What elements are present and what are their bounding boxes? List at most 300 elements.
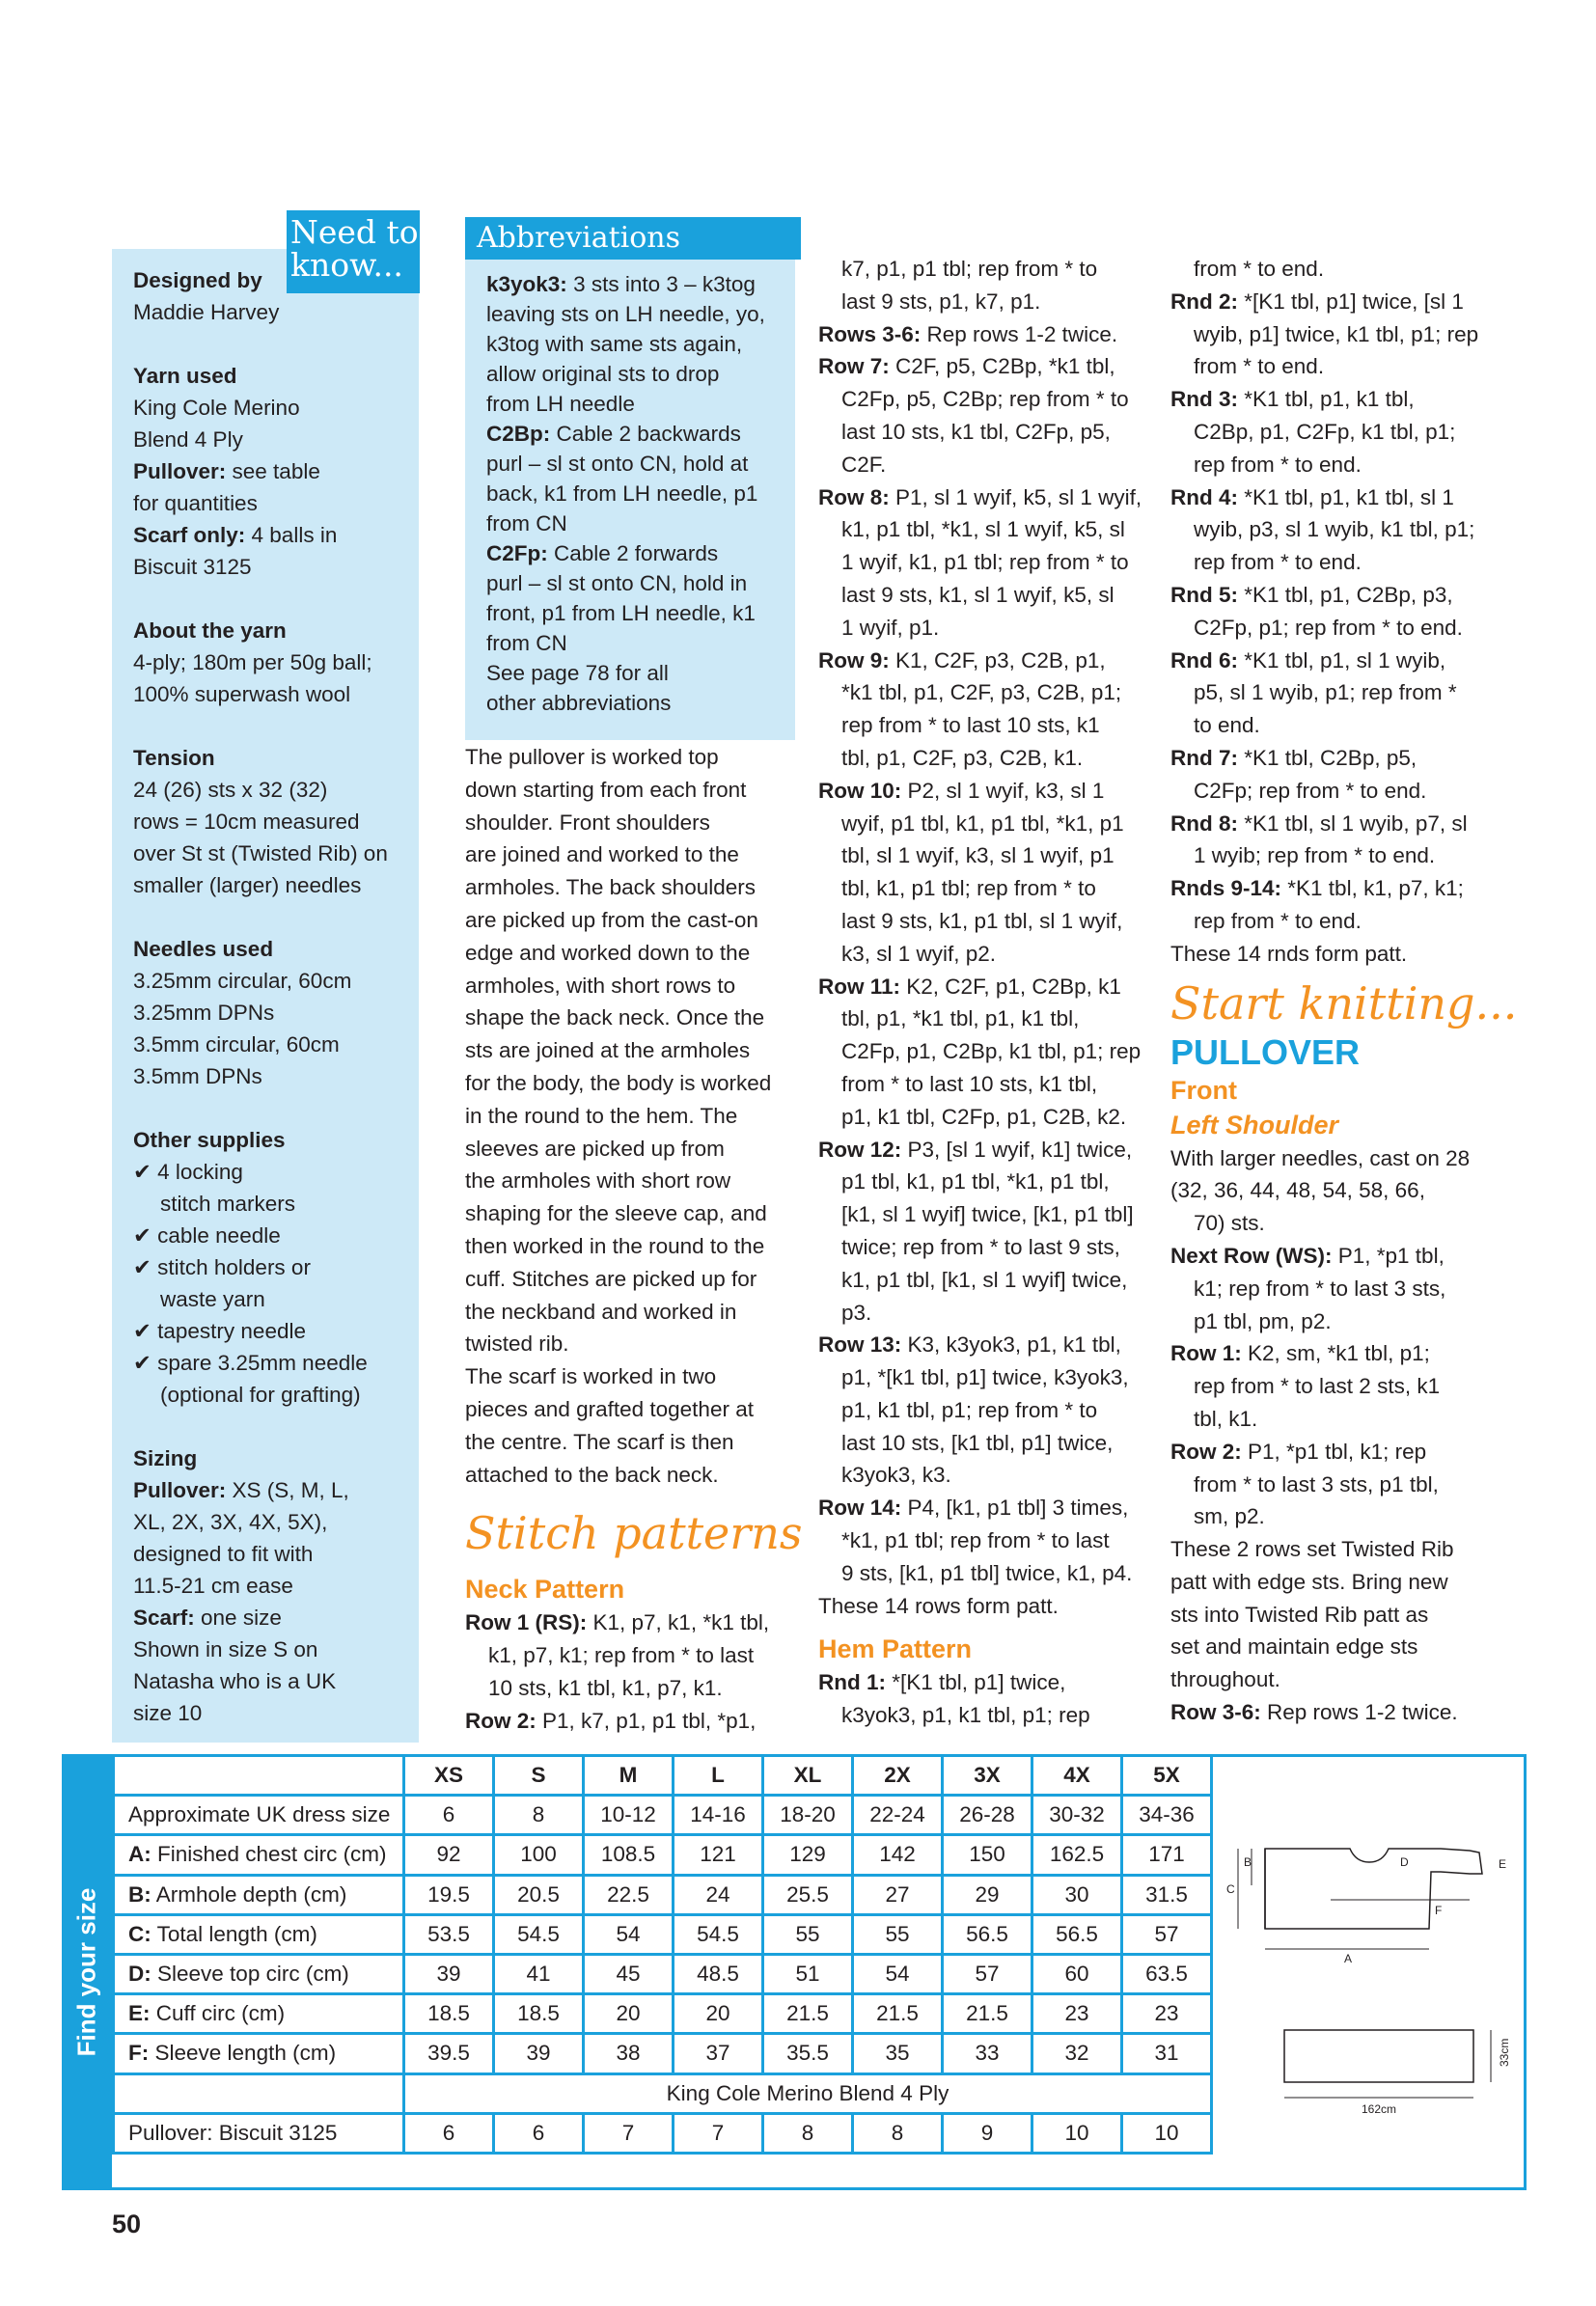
abbr-line: from CN	[486, 511, 567, 535]
table-cell: 54	[584, 1914, 674, 1954]
supply-item: ✔ spare 3.25mm needle (optional for grafting)	[133, 1351, 368, 1407]
scarf-width-label: 33cm	[1498, 2038, 1511, 2067]
table-cell: 6	[404, 1796, 494, 1835]
pattern-line: Row 2: P1, k7, p1, p1 tbl, *p1,	[465, 1708, 757, 1733]
pattern-line: k1, p1 tbl, [k1, sl 1 wyif] twice,	[841, 1267, 1128, 1292]
table-row	[114, 1796, 1212, 1835]
yarn-pullover: Pullover: see table	[133, 459, 320, 483]
dim-e-label: E	[1499, 1857, 1507, 1871]
schematic-diagram	[1209, 1760, 1524, 2184]
pattern-line: Rnd 1: *[K1 tbl, p1] twice,	[818, 1670, 1066, 1695]
size-header-l: L	[674, 1756, 763, 1796]
table-cell: 56.5	[943, 1914, 1032, 1954]
yarn-name-cell: King Cole Merino Blend 4 Ply	[404, 2073, 1212, 2113]
row-label: E: Cuff circ (cm)	[114, 1994, 404, 2034]
pattern-line: rep from * to last 10 sts, k1	[841, 713, 1100, 738]
text-line: down starting from each front	[465, 777, 747, 802]
table-cell: 14-16	[674, 1796, 763, 1835]
pullover-heading: PULLOVER	[1170, 1031, 1361, 1072]
intro-column	[465, 741, 812, 1738]
pattern-line: Row 8: P1, sl 1 wyif, k5, sl 1 wyif,	[818, 484, 1142, 509]
yarn-scarf: Scarf only: 4 balls in	[133, 523, 338, 547]
yarn-line: Blend 4 Ply	[133, 427, 243, 452]
pattern-line: Rnd 4: *K1 tbl, p1, k1 tbl, sl 1	[1170, 484, 1454, 509]
about-yarn-heading: About the yarn	[133, 618, 287, 643]
pattern-line: Row 14: P4, [k1, p1 tbl] 3 times,	[818, 1496, 1129, 1521]
sizing-line: 11.5-21 cm ease	[133, 1574, 293, 1598]
yarn-heading: Yarn used	[133, 364, 237, 388]
table-cell: 41	[494, 1954, 584, 1993]
pattern-line: Rnd 7: *K1 tbl, C2Bp, p5,	[1170, 745, 1417, 770]
pattern-line: C2Fp, p1; rep from * to end.	[1194, 615, 1463, 640]
table-cell: 37	[674, 2034, 763, 2073]
sizing-line: XL, 2X, 3X, 4X, 5X),	[133, 1510, 328, 1534]
row-label: F: Sleeve length (cm)	[114, 2034, 404, 2073]
table-cell: 26-28	[943, 1796, 1032, 1835]
pattern-line: With larger needles, cast on 28	[1170, 1145, 1471, 1170]
pattern-line: Row 11: K2, C2F, p1, C2Bp, k1	[818, 974, 1121, 999]
pattern-line: rep from * to last 2 sts, k1	[1194, 1374, 1441, 1399]
table-cell: 7	[674, 2113, 763, 2153]
text-line: are picked up from the cast-on	[465, 907, 758, 932]
table-cell: 22-24	[853, 1796, 943, 1835]
abbr-line: k3yok3: 3 sts into 3 – k3tog	[486, 272, 756, 296]
table-cell: 20	[674, 1994, 763, 2034]
hem-pattern-column	[1170, 253, 1527, 1729]
table-cell: 63.5	[1122, 1954, 1212, 1993]
text-line: the armholes with short row	[465, 1168, 731, 1194]
table-cell: 23	[1032, 1994, 1122, 2034]
pattern-line: Row 1: K2, sm, *k1 tbl, p1;	[1170, 1341, 1430, 1366]
table-cell: 53.5	[404, 1914, 494, 1954]
row-label: Pullover: Biscuit 3125	[114, 2113, 404, 2153]
table-cell: 21.5	[763, 1994, 853, 2034]
pattern-line: last 10 sts, [k1 tbl, p1] twice,	[841, 1430, 1114, 1455]
text-line: the neckband and worked in	[465, 1299, 737, 1324]
size-header-blank	[114, 1756, 404, 1796]
text-line: armholes. The back shoulders	[465, 875, 756, 900]
text-line: in the round to the hem. The	[465, 1103, 738, 1128]
find-your-size-tab: Find your size	[62, 1754, 112, 2190]
text-line: cuff. Stitches are picked up for	[465, 1266, 757, 1291]
pattern-line: last 10 sts, k1 tbl, C2Fp, p5,	[841, 419, 1111, 444]
sizing-line: size 10	[133, 1701, 203, 1725]
tension-line: rows = 10cm measured	[133, 810, 360, 834]
table-cell: 51	[763, 1954, 853, 1993]
pattern-line: from * to end.	[1194, 354, 1325, 379]
pattern-line: p5, sl 1 wyib, p1; rep from *	[1194, 680, 1457, 705]
table-cell: 35	[853, 2034, 943, 2073]
table-cell: 33	[943, 2034, 1032, 2073]
table-cell: 54.5	[494, 1914, 584, 1954]
table-cell: 54.5	[674, 1914, 763, 1954]
scarf-paragraph	[465, 1360, 812, 1491]
table-cell: 100	[494, 1835, 584, 1875]
table-cell: 35.5	[763, 2034, 853, 2073]
designed-by-heading: Designed by	[133, 268, 262, 292]
table-cell: 31	[1122, 2034, 1212, 2073]
table-row	[114, 2034, 1212, 2073]
dim-a-label: A	[1344, 1952, 1353, 1965]
needles-heading: Needles used	[133, 937, 274, 961]
text-line: shoulder. Front shoulders	[465, 810, 710, 835]
row-label: C: Total length (cm)	[114, 1914, 404, 1954]
pattern-line: k1; rep from * to last 3 sts,	[1194, 1276, 1446, 1301]
abbr-line: from LH needle	[486, 392, 635, 416]
pattern-line: tbl, p1, *k1 tbl, p1, k1 tbl,	[841, 1006, 1080, 1031]
table-cell: 6	[404, 2113, 494, 2153]
table-cell: 21.5	[853, 1994, 943, 2034]
pattern-line: Row 1 (RS): K1, p7, k1, *k1 tbl,	[465, 1610, 770, 1635]
table-cell: 171	[1122, 1835, 1212, 1875]
pattern-line: sm, p2.	[1194, 1504, 1265, 1529]
size-header-2x: 2X	[853, 1756, 943, 1796]
table-cell: 24	[674, 1875, 763, 1914]
pattern-line: last 9 sts, k1, sl 1 wyif, k5, sl	[841, 582, 1114, 607]
pattern-line: p3.	[841, 1300, 872, 1325]
table-cell: 55	[853, 1914, 943, 1954]
table-cell: 9	[943, 2113, 1032, 2153]
pattern-line: *k1 tbl, p1, C2F, p3, C2B, p1;	[841, 680, 1122, 705]
text-line: sleeves are picked up from	[465, 1136, 725, 1161]
table-cell: 8	[494, 1796, 584, 1835]
check-icon: ✔	[133, 1255, 151, 1279]
table-cell: 27	[853, 1875, 943, 1914]
table-cell: 142	[853, 1835, 943, 1875]
needle-item: 3.25mm circular, 60cm	[133, 969, 352, 993]
abbreviations-panel	[465, 260, 795, 740]
needle-item: 3.5mm DPNs	[133, 1064, 262, 1088]
start-knitting-heading: Start knitting...	[1170, 976, 1518, 1029]
tension-heading: Tension	[133, 746, 215, 770]
pattern-line: last 9 sts, k1, p1 tbl, sl 1 wyif,	[841, 908, 1123, 933]
table-row	[114, 1875, 1212, 1914]
tension-line: over St st (Twisted Rib) on	[133, 841, 388, 865]
pattern-line: k1, p7, k1; rep from * to last	[488, 1643, 755, 1668]
abbr-line: See page 78 for all	[486, 661, 669, 685]
table-cell: 39	[404, 1954, 494, 1993]
table-cell: 25.5	[763, 1875, 853, 1914]
row-label: B: Armhole depth (cm)	[114, 1875, 404, 1914]
table-cell: 8	[763, 2113, 853, 2153]
pattern-line: 70) sts.	[1194, 1211, 1265, 1236]
table-row	[114, 1994, 1212, 2034]
size-header-row	[114, 1756, 1212, 1796]
pattern-line: wyib, p1] twice, k1 tbl, p1; rep	[1194, 321, 1479, 346]
row-label: D: Sleeve top circ (cm)	[114, 1954, 404, 1993]
abbr-line: purl – sl st onto CN, hold in	[486, 571, 748, 595]
pattern-line: These 14 rows form patt.	[818, 1593, 1059, 1618]
dim-c-label: C	[1226, 1882, 1235, 1896]
pattern-line: C2Fp, p1, C2Bp, k1 tbl, p1; rep	[841, 1039, 1142, 1064]
pattern-line: 1 wyib; rep from * to end.	[1194, 843, 1436, 868]
pattern-line: tbl, k1.	[1194, 1406, 1258, 1431]
pattern-line: Row 13: K3, k3yok3, p1, k1 tbl,	[818, 1332, 1121, 1358]
hem-pattern-heading: Hem Pattern	[818, 1634, 973, 1664]
pattern-line: from * to last 3 sts, p1 tbl,	[1194, 1471, 1439, 1496]
table-cell: 32	[1032, 2034, 1122, 2073]
sizing-line: Scarf: one size	[133, 1606, 282, 1630]
dim-b-label: B	[1244, 1855, 1252, 1869]
pattern-line: k7, p1, p1 tbl; rep from * to	[841, 257, 1098, 281]
table-row	[114, 1914, 1212, 1954]
pattern-line: p1 tbl, k1, p1 tbl, *k1, p1 tbl,	[841, 1169, 1110, 1194]
supply-item: ✔ tapestry needle	[133, 1319, 306, 1343]
pattern-line: rep from * to end.	[1194, 452, 1362, 477]
supply-item: ✔ stitch holders or waste yarn	[133, 1255, 311, 1311]
pattern-line: k3yok3, p1, k1 tbl, p1; rep	[841, 1703, 1090, 1728]
text-line: shaping for the sleeve cap, and	[465, 1201, 767, 1226]
abbr-line: front, p1 from LH needle, k1	[486, 601, 756, 625]
text-line: the centre. The scarf is then	[465, 1429, 734, 1454]
table-cell: 108.5	[584, 1835, 674, 1875]
pattern-line: tbl, p1, C2F, p3, C2B, k1.	[841, 745, 1084, 770]
table-cell: 92	[404, 1835, 494, 1875]
pattern-line: Next Row (WS): P1, *p1 tbl,	[1170, 1243, 1445, 1268]
abbreviations-heading: Abbreviations	[465, 217, 801, 260]
pattern-line: rep from * to end.	[1194, 550, 1362, 575]
table-cell: 48.5	[674, 1954, 763, 1993]
sizing-heading: Sizing	[133, 1446, 198, 1470]
scarf-length-label: 162cm	[1362, 2102, 1397, 2116]
text-line: are joined and worked to the	[465, 842, 739, 867]
size-header-xl: XL	[763, 1756, 853, 1796]
needle-item: 3.25mm DPNs	[133, 1001, 275, 1025]
check-icon: ✔	[133, 1319, 151, 1343]
pattern-line: (32, 36, 44, 48, 54, 58, 66,	[1170, 1178, 1425, 1203]
table-cell: 162.5	[1032, 1835, 1122, 1875]
row-label: A: Finished chest circ (cm)	[114, 1835, 404, 1875]
pattern-line: C2Fp; rep from * to end.	[1194, 778, 1427, 803]
about-yarn-line: 100% superwash wool	[133, 682, 351, 706]
abbr-line: C2Bp: Cable 2 backwards	[486, 422, 741, 446]
pattern-line: k1, p1 tbl, *k1, sl 1 wyif, k5, sl	[841, 517, 1125, 542]
table-cell: 31.5	[1122, 1875, 1212, 1914]
table-cell: 23	[1122, 1994, 1212, 2034]
pattern-line: p1, k1 tbl, p1; rep from * to	[841, 1397, 1098, 1422]
table-cell: 45	[584, 1954, 674, 1993]
pullover-outline	[1265, 1849, 1482, 1929]
pattern-line: C2Bp, p1, C2Fp, k1 tbl, p1;	[1194, 419, 1456, 444]
table-cell: 56.5	[1032, 1914, 1122, 1954]
pattern-line: Row 10: P2, sl 1 wyif, k3, sl 1	[818, 778, 1105, 803]
row-label	[114, 2073, 404, 2113]
table-cell: 18-20	[763, 1796, 853, 1835]
row-label: Approximate UK dress size	[114, 1796, 404, 1835]
table-cell: 20	[584, 1994, 674, 2034]
table-cell: 55	[763, 1914, 853, 1954]
text-line: then worked in the round to the	[465, 1233, 765, 1258]
text-line: pieces and grafted together at	[465, 1396, 754, 1421]
table-cell: 18.5	[494, 1994, 584, 2034]
scarf-outline	[1284, 2030, 1473, 2082]
pattern-line: Rnd 8: *K1 tbl, sl 1 wyib, p7, sl	[1170, 810, 1468, 836]
pattern-line: from * to last 10 sts, k1 tbl,	[841, 1071, 1098, 1096]
dim-f-label: F	[1435, 1904, 1443, 1917]
table-cell: 57	[1122, 1914, 1212, 1954]
table-cell: 8	[853, 2113, 943, 2153]
size-header-5x: 5X	[1122, 1756, 1212, 1796]
abbr-line: k3tog with same sts again,	[486, 332, 743, 356]
stitch-patterns-heading: Stitch patterns	[465, 1507, 803, 1560]
yarn-line: King Cole Merino	[133, 396, 300, 420]
sizing-line: designed to fit with	[133, 1542, 314, 1566]
supplies-heading: Other supplies	[133, 1128, 286, 1152]
pattern-line: 1 wyif, p1.	[841, 615, 940, 640]
text-line: sts are joined at the armholes	[465, 1038, 751, 1063]
pattern-line: last 9 sts, p1, k7, p1.	[841, 288, 1041, 314]
text-line: for the body, the body is worked	[465, 1070, 772, 1095]
pattern-line: C2Fp, p5, C2Bp; rep from * to	[841, 387, 1129, 412]
neck-pattern-column	[818, 253, 1166, 1732]
need-to-know-panel	[112, 249, 419, 1743]
pattern-line: set and maintain edge sts	[1170, 1634, 1418, 1660]
abbr-line: other abbreviations	[486, 691, 672, 715]
size-table	[112, 1754, 1213, 2155]
table-cell: 6	[494, 2113, 584, 2153]
table-cell: 10	[1032, 2113, 1122, 2153]
pattern-line: p1, k1 tbl, C2Fp, p1, C2B, k2.	[841, 1104, 1127, 1129]
table-cell: 150	[943, 1835, 1032, 1875]
pattern-line: Row 12: P3, [sl 1 wyif, k1] twice,	[818, 1137, 1133, 1162]
pattern-line: *k1, p1 tbl; rep from * to last	[841, 1528, 1110, 1553]
table-cell: 19.5	[404, 1875, 494, 1914]
pattern-line: 1 wyif, k1, p1 tbl; rep from * to	[841, 550, 1129, 575]
intro-paragraph	[465, 741, 812, 1360]
pattern-line: rep from * to end.	[1194, 908, 1362, 933]
sizing-line: Shown in size S on	[133, 1637, 318, 1661]
supply-item: ✔ 4 locking stitch markers	[133, 1160, 296, 1216]
text-line: armholes, with short rows to	[465, 973, 736, 998]
table-cell: 18.5	[404, 1994, 494, 2034]
text-line: edge and worked down to the	[465, 940, 751, 965]
pattern-line: Rnd 3: *K1 tbl, p1, k1 tbl,	[1170, 387, 1415, 412]
table-cell: 22.5	[584, 1875, 674, 1914]
tension-line: 24 (26) sts x 32 (32)	[133, 778, 328, 802]
pattern-line: from * to end.	[1194, 257, 1325, 281]
size-header-4x: 4X	[1032, 1756, 1122, 1796]
table-cell: 30-32	[1032, 1796, 1122, 1835]
table-cell: 21.5	[943, 1994, 1032, 2034]
pattern-line: Row 9: K1, C2F, p3, C2B, p1,	[818, 647, 1106, 673]
pattern-line: twice; rep from * to last 9 sts,	[841, 1234, 1120, 1259]
pattern-line: These 2 rows set Twisted Rib	[1170, 1537, 1454, 1562]
pattern-line: These 14 rnds form patt.	[1170, 941, 1408, 966]
pattern-line: k3, sl 1 wyif, p2.	[841, 941, 997, 966]
page-number: 50	[112, 2210, 142, 2238]
table-row	[114, 2113, 1212, 2153]
pattern-line: [k1, sl 1 wyif] twice, [k1, p1 tbl]	[841, 1202, 1134, 1227]
size-header-m: M	[584, 1756, 674, 1796]
yarn-scarf-line: Biscuit 3125	[133, 555, 252, 579]
need-to-know-tab: Need to know...	[287, 210, 420, 293]
table-cell: 30	[1032, 1875, 1122, 1914]
check-icon: ✔	[133, 1351, 151, 1375]
table-cell: 29	[943, 1875, 1032, 1914]
pattern-line: C2F.	[841, 452, 887, 477]
table-cell: 60	[1032, 1954, 1122, 1993]
text-line: The scarf is worked in two	[465, 1364, 717, 1389]
table-cell: 38	[584, 2034, 674, 2073]
table-cell: 10	[1122, 2113, 1212, 2153]
pattern-line: p1 tbl, pm, p2.	[1194, 1308, 1332, 1333]
pattern-line: Row 7: C2F, p5, C2Bp, *k1 tbl,	[818, 354, 1115, 379]
abbr-line: allow original sts to drop	[486, 362, 720, 386]
size-header-3x: 3X	[943, 1756, 1032, 1796]
pattern-line: k3yok3, k3.	[841, 1463, 951, 1488]
pattern-line: tbl, k1, p1 tbl; rep from * to	[841, 876, 1096, 901]
pattern-line: 9 sts, [k1, p1 tbl] twice, k1, p4.	[841, 1560, 1133, 1585]
pattern-line: wyif, p1 tbl, k1, p1 tbl, *k1, p1	[841, 810, 1124, 836]
yarn-pullover-line: for quantities	[133, 491, 258, 515]
pattern-line: Rnd 6: *K1 tbl, p1, sl 1 wyib,	[1170, 647, 1446, 673]
sizing-line: Pullover: XS (S, M, L,	[133, 1478, 349, 1502]
table-row	[114, 1954, 1212, 1993]
table-cell: 39.5	[404, 2034, 494, 2073]
pattern-line: Rnd 5: *K1 tbl, p1, C2Bp, p3,	[1170, 582, 1453, 607]
table-cell: 10-12	[584, 1796, 674, 1835]
pattern-line: 10 sts, k1 tbl, k1, p7, k1.	[488, 1675, 723, 1700]
pattern-line: Rows 3-6: Rep rows 1-2 twice.	[818, 321, 1118, 346]
table-cell: 34-36	[1122, 1796, 1212, 1835]
table-cell: 7	[584, 2113, 674, 2153]
pattern-line: wyib, p3, sl 1 wyib, k1 tbl, p1;	[1194, 517, 1475, 542]
abbr-line: leaving sts on LH needle, yo,	[486, 302, 765, 326]
needle-item: 3.5mm circular, 60cm	[133, 1032, 340, 1057]
size-header-xs: XS	[404, 1756, 494, 1796]
size-header-s: S	[494, 1756, 584, 1796]
designer-name: Maddie Harvey	[133, 300, 280, 324]
tension-line: smaller (larger) needles	[133, 873, 362, 897]
table-row	[114, 1835, 1212, 1875]
pattern-line: sts into Twisted Rib patt as	[1170, 1602, 1429, 1627]
check-icon: ✔	[133, 1223, 151, 1248]
left-shoulder-heading: Left Shoulder	[1170, 1110, 1338, 1139]
supply-item: ✔ cable needle	[133, 1223, 281, 1248]
text-line: shape the back neck. Once the	[465, 1005, 765, 1030]
sizing-line: Natasha who is a UK	[133, 1669, 337, 1693]
table-cell: 54	[853, 1954, 943, 1993]
table-cell: 129	[763, 1835, 853, 1875]
abbr-line: purl – sl st onto CN, hold at	[486, 452, 749, 476]
check-icon: ✔	[133, 1160, 151, 1184]
abbr-line: from CN	[486, 631, 567, 655]
front-heading: Front	[1170, 1075, 1237, 1105]
neck-pattern-heading: Neck Pattern	[465, 1575, 625, 1605]
pattern-line: Row 3-6: Rep rows 1-2 twice.	[1170, 1700, 1458, 1725]
pattern-line: Rnd 2: *[K1 tbl, p1] twice, [sl 1	[1170, 288, 1464, 314]
pattern-line: throughout.	[1170, 1667, 1280, 1692]
pattern-line: tbl, sl 1 wyif, k3, sl 1 wyif, p1	[841, 843, 1114, 868]
dim-d-label: D	[1400, 1855, 1409, 1869]
pattern-line: Row 2: P1, *p1 tbl, k1; rep	[1170, 1439, 1427, 1464]
table-cell: 121	[674, 1835, 763, 1875]
table-row	[114, 2073, 1212, 2113]
table-cell: 20.5	[494, 1875, 584, 1914]
text-line: The pullover is worked top	[465, 745, 719, 769]
text-line: attached to the back neck.	[465, 1462, 719, 1487]
table-cell: 39	[494, 2034, 584, 2073]
table-cell: 57	[943, 1954, 1032, 1993]
abbr-line: back, k1 from LH needle, p1	[486, 481, 758, 506]
text-line: twisted rib.	[465, 1331, 569, 1357]
about-yarn-line: 4-ply; 180m per 50g ball;	[133, 650, 372, 674]
abbr-line: C2Fp: Cable 2 forwards	[486, 541, 719, 565]
pattern-line: Rnds 9-14: *K1 tbl, k1, p7, k1;	[1170, 876, 1464, 901]
pattern-line: to end.	[1194, 713, 1260, 738]
pattern-line: patt with edge sts. Bring new	[1170, 1569, 1448, 1594]
pattern-line: p1, *[k1 tbl, p1] twice, k3yok3,	[841, 1365, 1129, 1390]
